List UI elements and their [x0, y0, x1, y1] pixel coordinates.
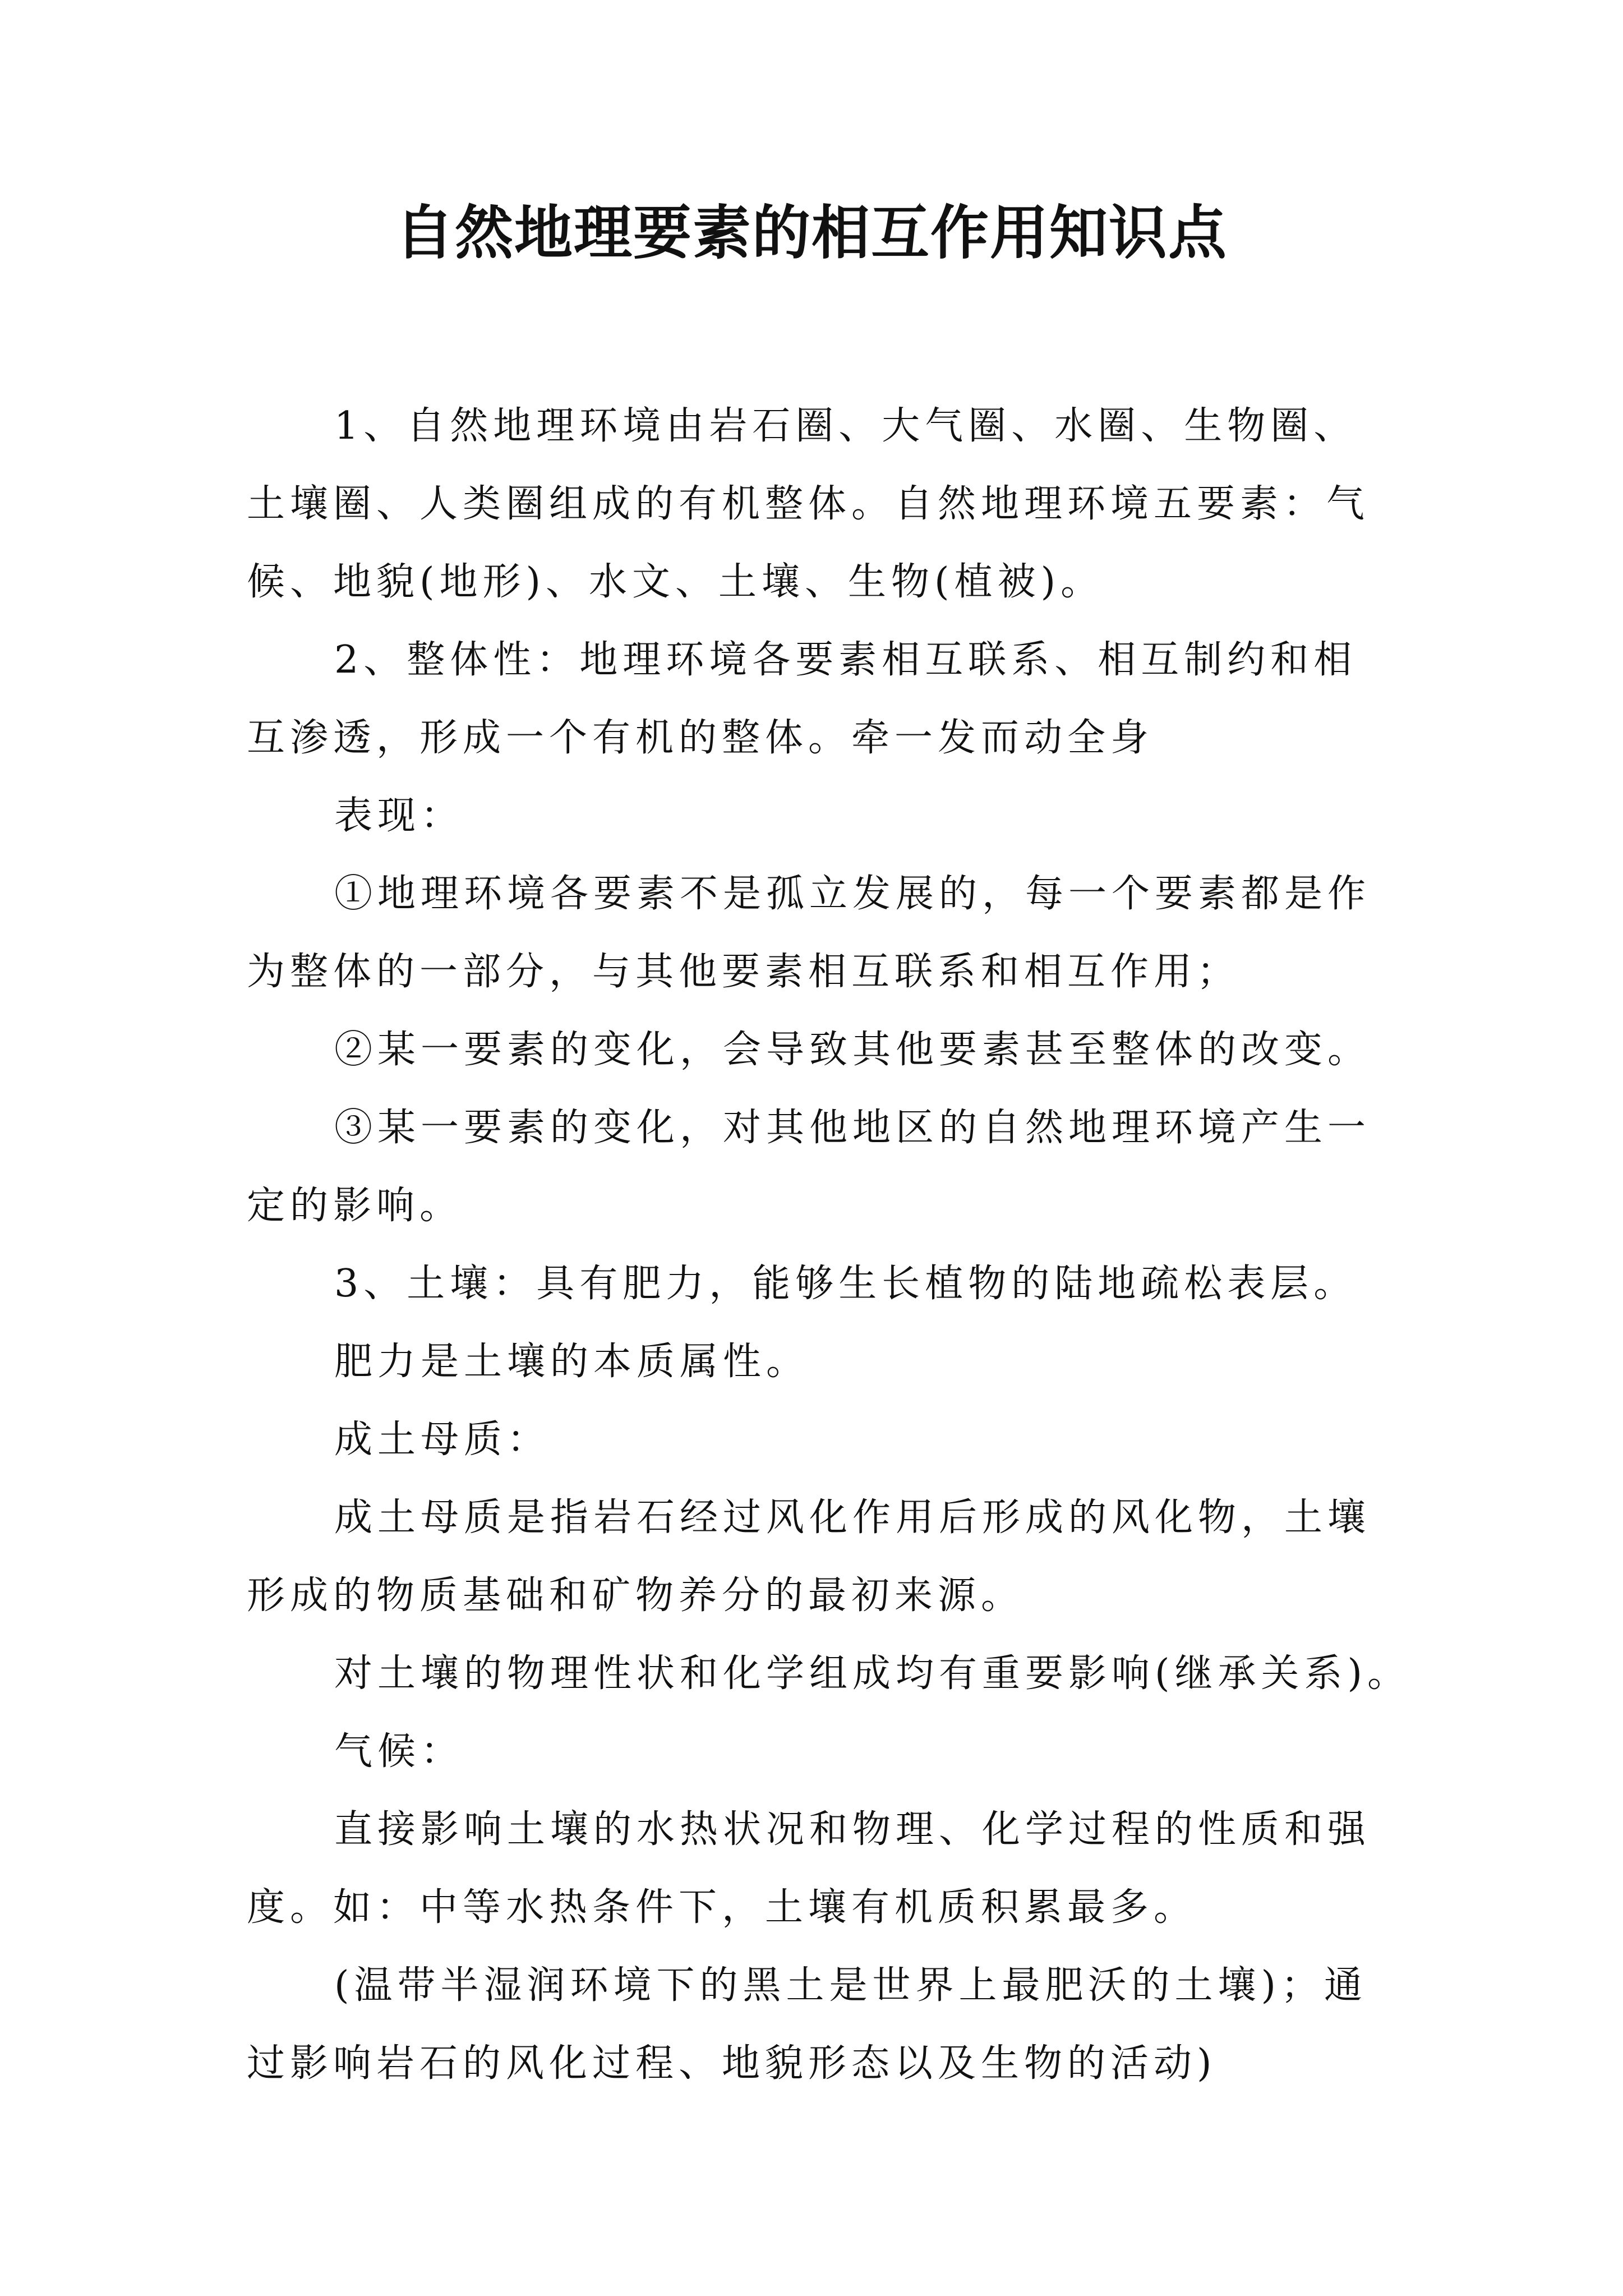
text-line: 度。如：中等水热条件下，土壤有机质积累最多。: [247, 1885, 1197, 1930]
text-line: 1、自然地理环境由岩石圈、大气圈、水圈、生物圈、: [334, 404, 1357, 448]
document-body: [247, 387, 1411, 2102]
document-title: 自然地理要素的相互作用知识点: [395, 199, 1228, 267]
text-line: 互渗透，形成一个有机的整体。牵一发而动全身: [247, 716, 1154, 760]
text-line: 候、地貌(地形)、水文、土壤、生物(植被)。: [247, 560, 1104, 604]
text-line: 形成的物质基础和矿物养分的最初来源。: [247, 1573, 1025, 1618]
text-line: 2、整体性：地理环境各要素相互联系、相互制约和相: [334, 638, 1357, 682]
text-line: 成土母质：: [334, 1418, 551, 1462]
text-line: 肥力是土壤的本质属性。: [334, 1340, 810, 1384]
text-line: (温带半湿润环境下的黑土是世界上最肥沃的土壤)；通: [334, 1963, 1368, 2008]
text-line: ③某一要素的变化，对其他地区的自然地理环境产生一: [334, 1106, 1371, 1150]
text-line: 表现：: [334, 794, 464, 838]
text-line: ②某一要素的变化，会导致其他要素甚至整体的改变。: [334, 1028, 1371, 1072]
text-line: 成土母质是指岩石经过风化作用后形成的风化物，土壤: [334, 1496, 1371, 1540]
text-line: 为整体的一部分，与其他要素相互联系和相互作用；: [247, 950, 1241, 994]
text-line: 土壤圈、人类圈组成的有机整体。自然地理环境五要素：气: [247, 482, 1370, 526]
text-line: 过影响岩石的风化过程、地貌形态以及生物的活动): [247, 2041, 1217, 2086]
text-line: 气候：: [334, 1729, 464, 1774]
text-line: 直接影响土壤的水热状况和物理、化学过程的性质和强: [334, 1807, 1371, 1852]
text-line: 对土壤的物理性状和化学组成均有重要影响(继承关系)。: [334, 1651, 1411, 1696]
text-line: ①地理环境各要素不是孤立发展的，每一个要素都是作: [334, 872, 1371, 916]
text-line: 定的影响。: [247, 1184, 463, 1228]
text-line: 3、土壤：具有肥力，能够生长植物的陆地疏松表层。: [334, 1262, 1357, 1306]
